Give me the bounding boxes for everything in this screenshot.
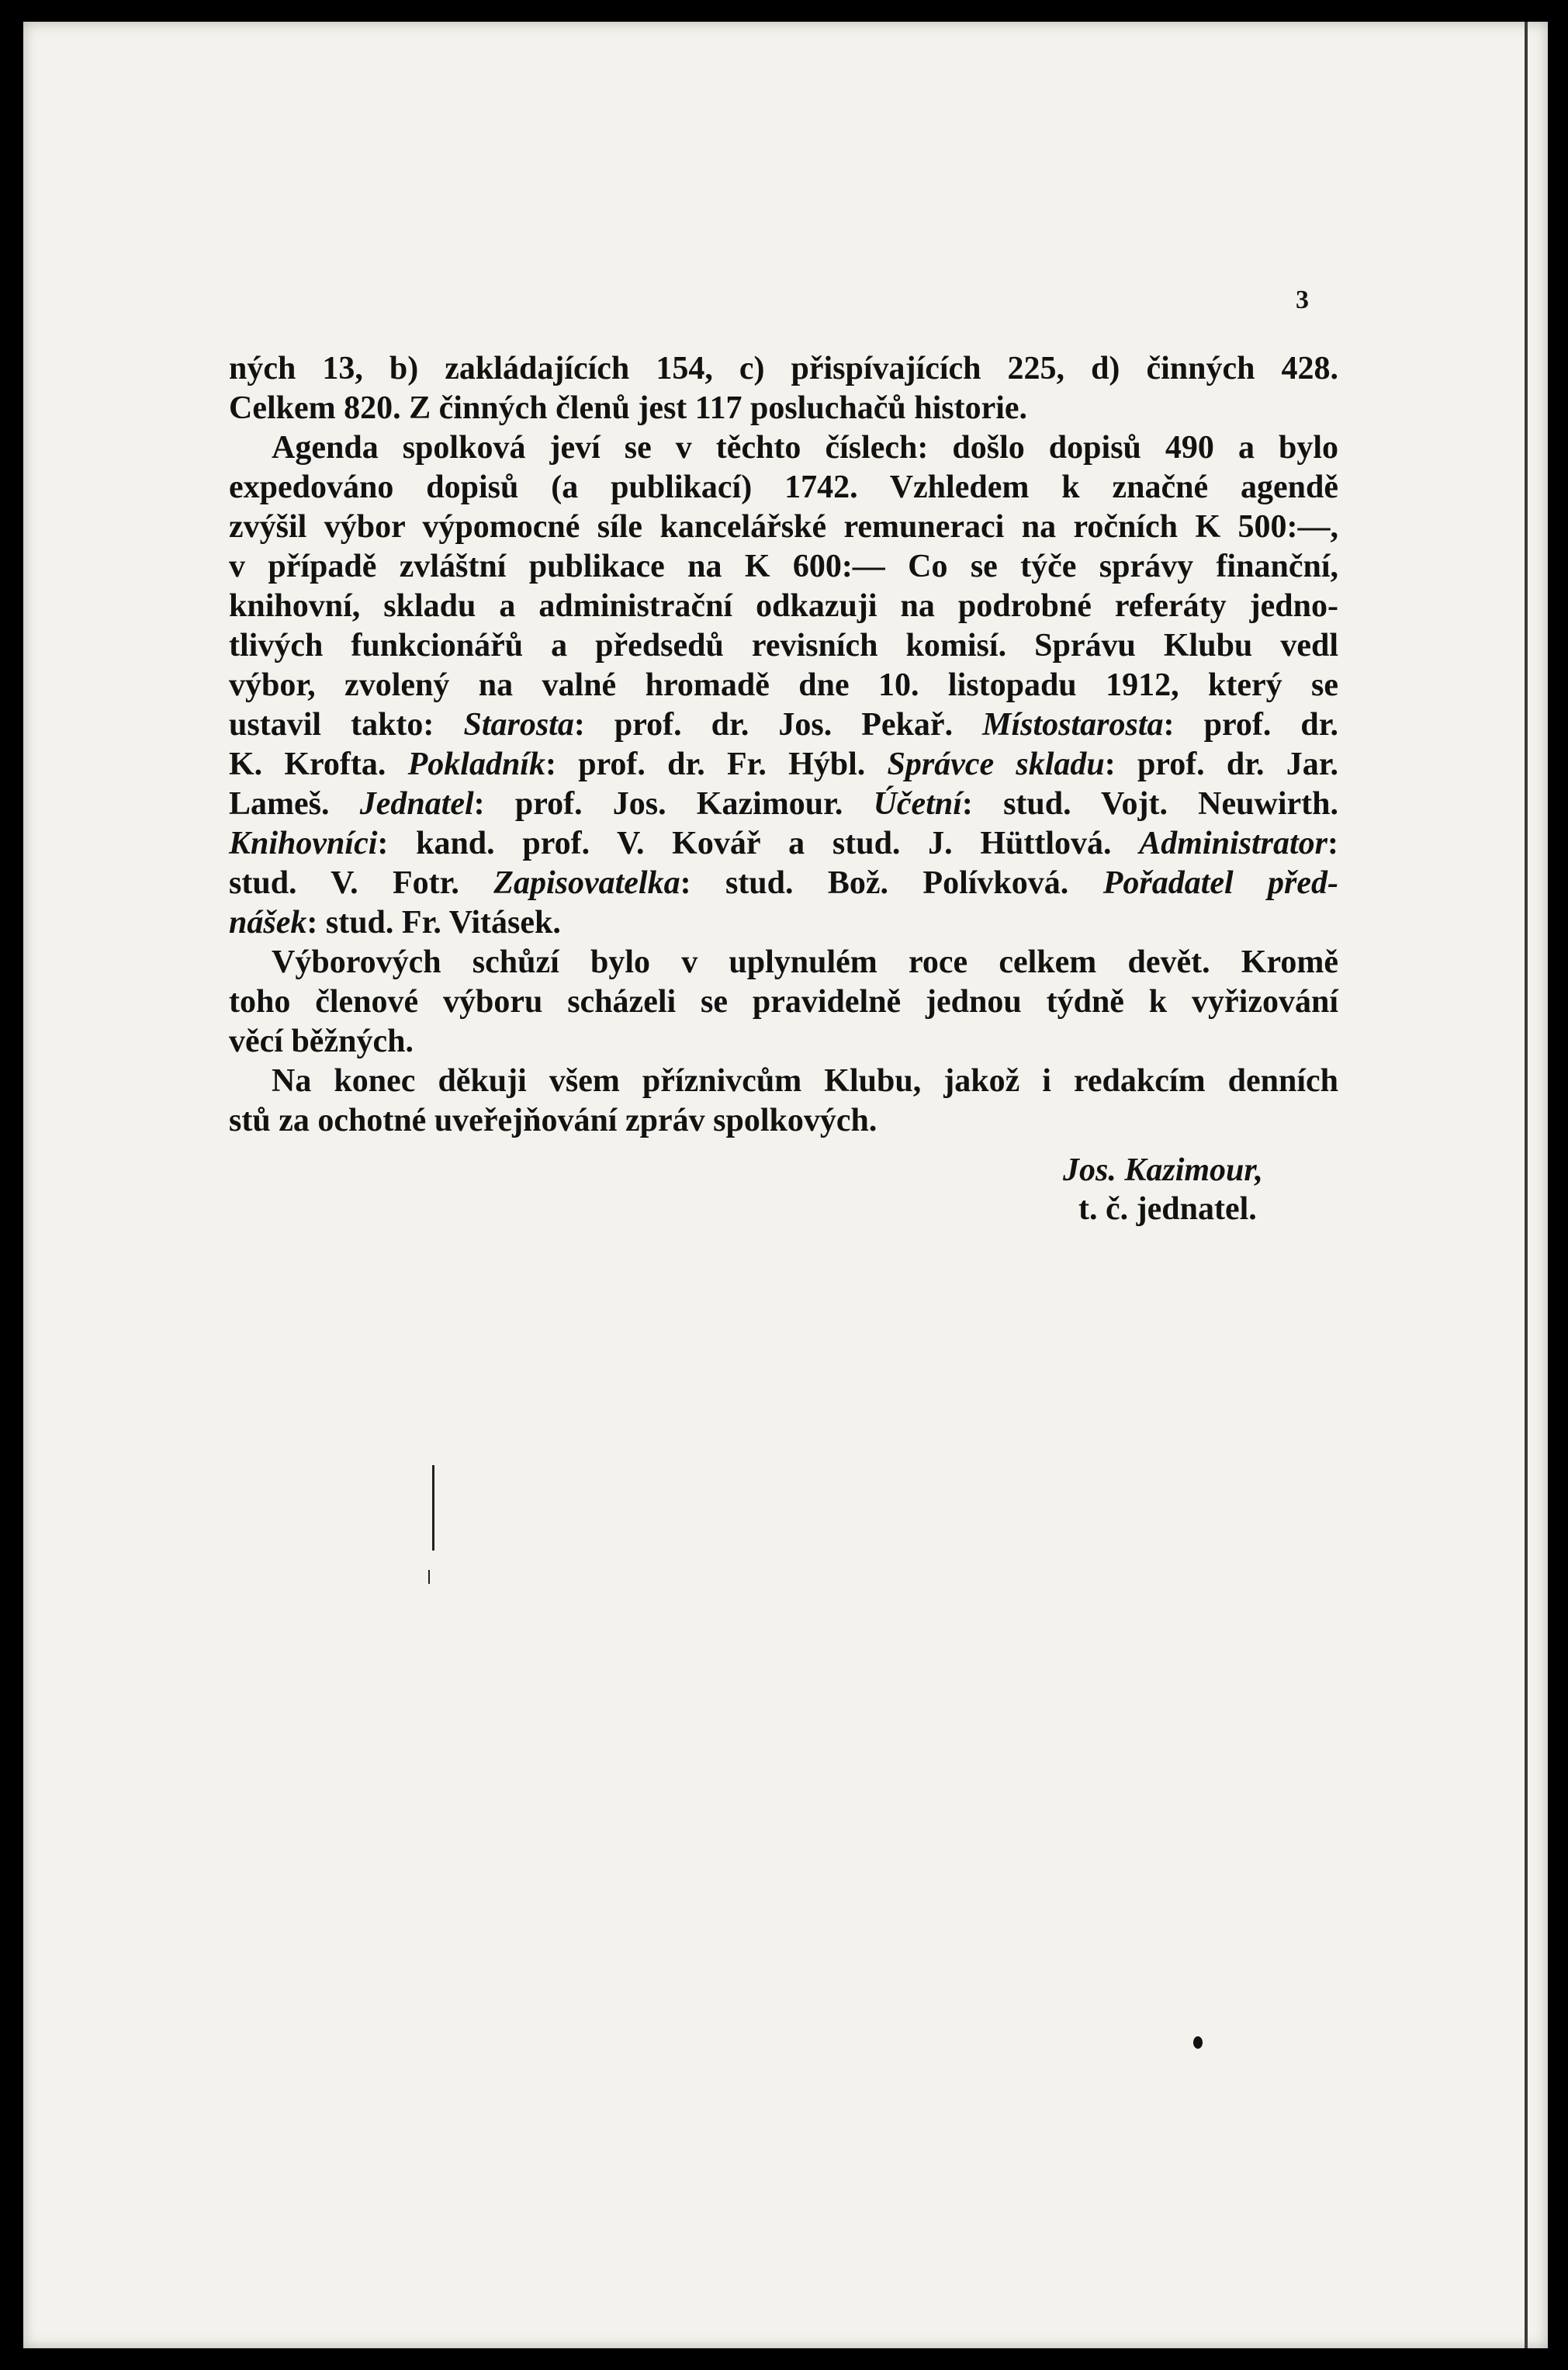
text-line: Celkem 820. Z činných členů jest 117 posluchačů historie. <box>229 390 1028 426</box>
text-line: tlivých funkcionářů a předsedů revisních komisí. Správu Klubu vedl <box>229 628 1338 664</box>
text-line: Agenda spolková jeví se v těchto číslech: došlo dopisů 490 a bylo <box>272 430 1338 466</box>
officers-line-6: nášek: stud. Fr. Vitásek. <box>229 905 561 941</box>
text-line: toho členové výboru scházeli se pravidelně jednou týdně k vyřizování <box>229 984 1338 1020</box>
body-text <box>229 349 1338 1141</box>
text-line: Na konec děkuji všem příznivcům Klubu, jakož i redakcím denních <box>272 1063 1338 1099</box>
text-line: ných 13, b) zakládajících 154, c) přispívajících 225, d) činných 428. <box>229 351 1338 386</box>
officers-line-2: K. Krofta. Pokladník: prof. dr. Fr. Hýbl. Správce skladu: prof. dr. Jar. <box>229 747 1339 782</box>
text-line: výbor, zvolený na valné hromadě dne 10. listopadu 1912, který se <box>229 667 1338 703</box>
text-line: zvýšil výbor výpomocné síle kancelářské remuneraci na ročních K 500:—, <box>229 509 1338 545</box>
text-line: Výborových schůzí bylo v uplynulém roce celkem devět. Kromě <box>272 944 1338 980</box>
signature-role: t. č. jednatel. <box>1078 1191 1257 1227</box>
scan-mark <box>1525 22 1528 2348</box>
text-line: věcí běžných. <box>229 1024 414 1059</box>
officers-line-5: stud. V. Fotr. Zapisovatelka: stud. Bož. Polívková. Pořadatel před- <box>229 865 1339 901</box>
officers-line-3: Lameš. Jednatel: prof. Jos. Kazimour. Účetní: stud. Vojt. Neuwirth. <box>229 786 1338 822</box>
document-page <box>23 22 1548 2348</box>
text-line: knihovní, skladu a administrační odkazuji na podrobné referáty jedno- <box>229 588 1338 624</box>
signature-name: Jos. Kazimour, <box>1063 1152 1263 1188</box>
signature-block <box>1063 1151 1263 1228</box>
officers-line-4: Knihovníci: kand. prof. V. Kovář a stud. J. Hüttlová. Administrator: <box>229 826 1339 861</box>
page-number: 3 <box>1296 286 1309 314</box>
officers-line-1: ustavil takto: Starosta: prof. dr. Jos. Pekař. Místostarosta: prof. dr. <box>229 707 1339 743</box>
scan-mark <box>428 1570 430 1584</box>
text-line: stů za ochotné uveřejňování zpráv spolkových. <box>229 1103 877 1138</box>
ink-dot <box>1193 2036 1203 2049</box>
text-line: expedováno dopisů (a publikací) 1742. Vzhledem k značné agendě <box>229 469 1338 505</box>
text-line: v případě zvláštní publikace na K 600:— Co se týče správy finanční, <box>229 549 1338 584</box>
scan-mark <box>432 1465 434 1551</box>
